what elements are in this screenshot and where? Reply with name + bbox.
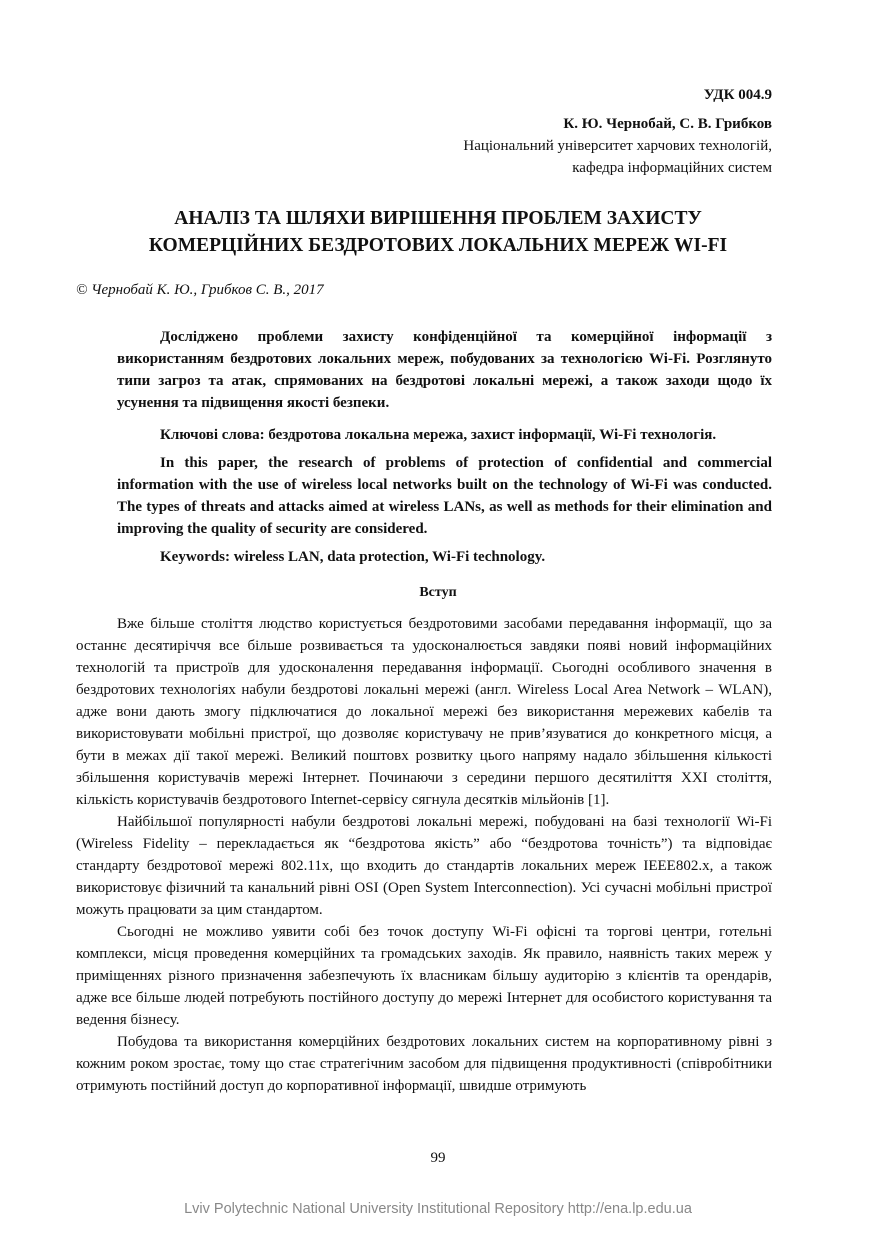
- paragraph: Вже більше століття людство користується бездротовими засобами передавання інформації, що за останнє десятиріччя все більше розвивається та удосконалюється завдяки появі новий інформаційних технологій та пристроїв для удосконалення передавання інформації. Сьогодні особливого значення в бездротових технологіях набули бездротові локальні мережі (англ. Wireless Local Area Network – WLAN), адже вони дають змогу підключатися до локальної мережі без використання мережевих кабелів та використовувати мобільні пристрої, що дозволяє користувачу не прив’язуватися до конкретного місця, а бути в межах дії такої мережі. Великий поштовх розвитку цього напряму надало збільшення кількості збільшення користувачів мережі Інтернет. Починаючи з середини першого десятиліття XXI століття, кількість користувачів бездротового Internet-сервісу сягнула десятків мільйонів [1].: [76, 616, 772, 808]
- repository-footer: Lviv Polytechnic National University Institutional Repository http://ena.lp.edu.ua: [184, 1201, 692, 1217]
- copyright-notice: © Чернобай К. Ю., Грибков С. В., 2017: [76, 282, 324, 298]
- affiliation-line-2: кафедра інформаційних систем: [572, 160, 772, 176]
- paper-title: [80, 205, 796, 259]
- paragraph: Побудова та використання комерційних бездротових локальних систем на корпоративному рівні з кожним роком зростає, тому що стає стратегічним засобом для підвищення продуктивності (співробітники отримують постійний доступ до корпоративної інформації, швидше отримують: [76, 1034, 772, 1094]
- abstract-english: In this paper, the research of problems of protection of confidential and commercial information with the use of wireless local networks built on the technology of Wi-Fi was conducted. The types of threats and attacks aimed at wireless LANs, as well as methods for their elimination and improving the quality of security are considered.: [117, 455, 772, 537]
- abstract-ukrainian: Досліджено проблеми захисту конфіденційної та комерційної інформації з використанням бездротових локальних мереж, побудованих за технологією Wi-Fi. Розглянуто типи загроз та атак, спрямованих на бездротові локальні мережі, а також заходи щодо їх усунення та підвищення якості безпеки.: [117, 329, 772, 411]
- title-line-1: АНАЛІЗ ТА ШЛЯХИ ВИРІШЕННЯ ПРОБЛЕМ ЗАХИСТУ: [174, 208, 702, 229]
- authors: К. Ю. Чернобай, С. В. Грибков: [563, 116, 772, 132]
- page-number: 99: [430, 1150, 446, 1166]
- udk-code: УДК 004.9: [703, 87, 772, 103]
- paragraph: Сьогодні не можливо уявити собі без точок доступу Wi-Fi офісні та торгові центри, готельні комплекси, місця проведення комерційних та громадських заходів. Як правило, наявність таких мереж у приміщеннях різного призначення забезпечують їх власникам більшу аудиторію з клієнтів та орендарів, адже все більше людей потребують постійного доступу до мережі Інтернет для особистого користування та ведення бізнесу.: [76, 924, 772, 1028]
- paragraph: Найбільшої популярності набули бездротові локальні мережі, побудовані на базі технології Wi-Fi (Wireless Fidelity – перекладається як “бездротова якість” або “бездротова точність”) та відповідає стандарту бездротової мережі 802.11x, що входить до стандартів локальних мереж IEEE802.x, а також використовує фізичний та канальний рівні OSI (Open System Interconnection). Усі сучасні мобільні пристрої можуть працювати за цим стандартом.: [76, 814, 772, 918]
- title-line-2: КОМЕРЦІЙНИХ БЕЗДРОТОВИХ ЛОКАЛЬНИХ МЕРЕЖ WI-FI: [148, 235, 728, 256]
- body-text: [76, 613, 772, 1097]
- affiliation-line-1: Національний університет харчових технологій,: [463, 138, 772, 154]
- section-heading-introduction: Вступ: [419, 585, 457, 600]
- keywords-english: Keywords: wireless LAN, data protection, Wi-Fi technology.: [160, 549, 546, 565]
- affiliation: [463, 135, 772, 179]
- keywords-ukrainian: Ключові слова: бездротова локальна мережа, захист інформації, Wi-Fi технологія.: [160, 427, 717, 443]
